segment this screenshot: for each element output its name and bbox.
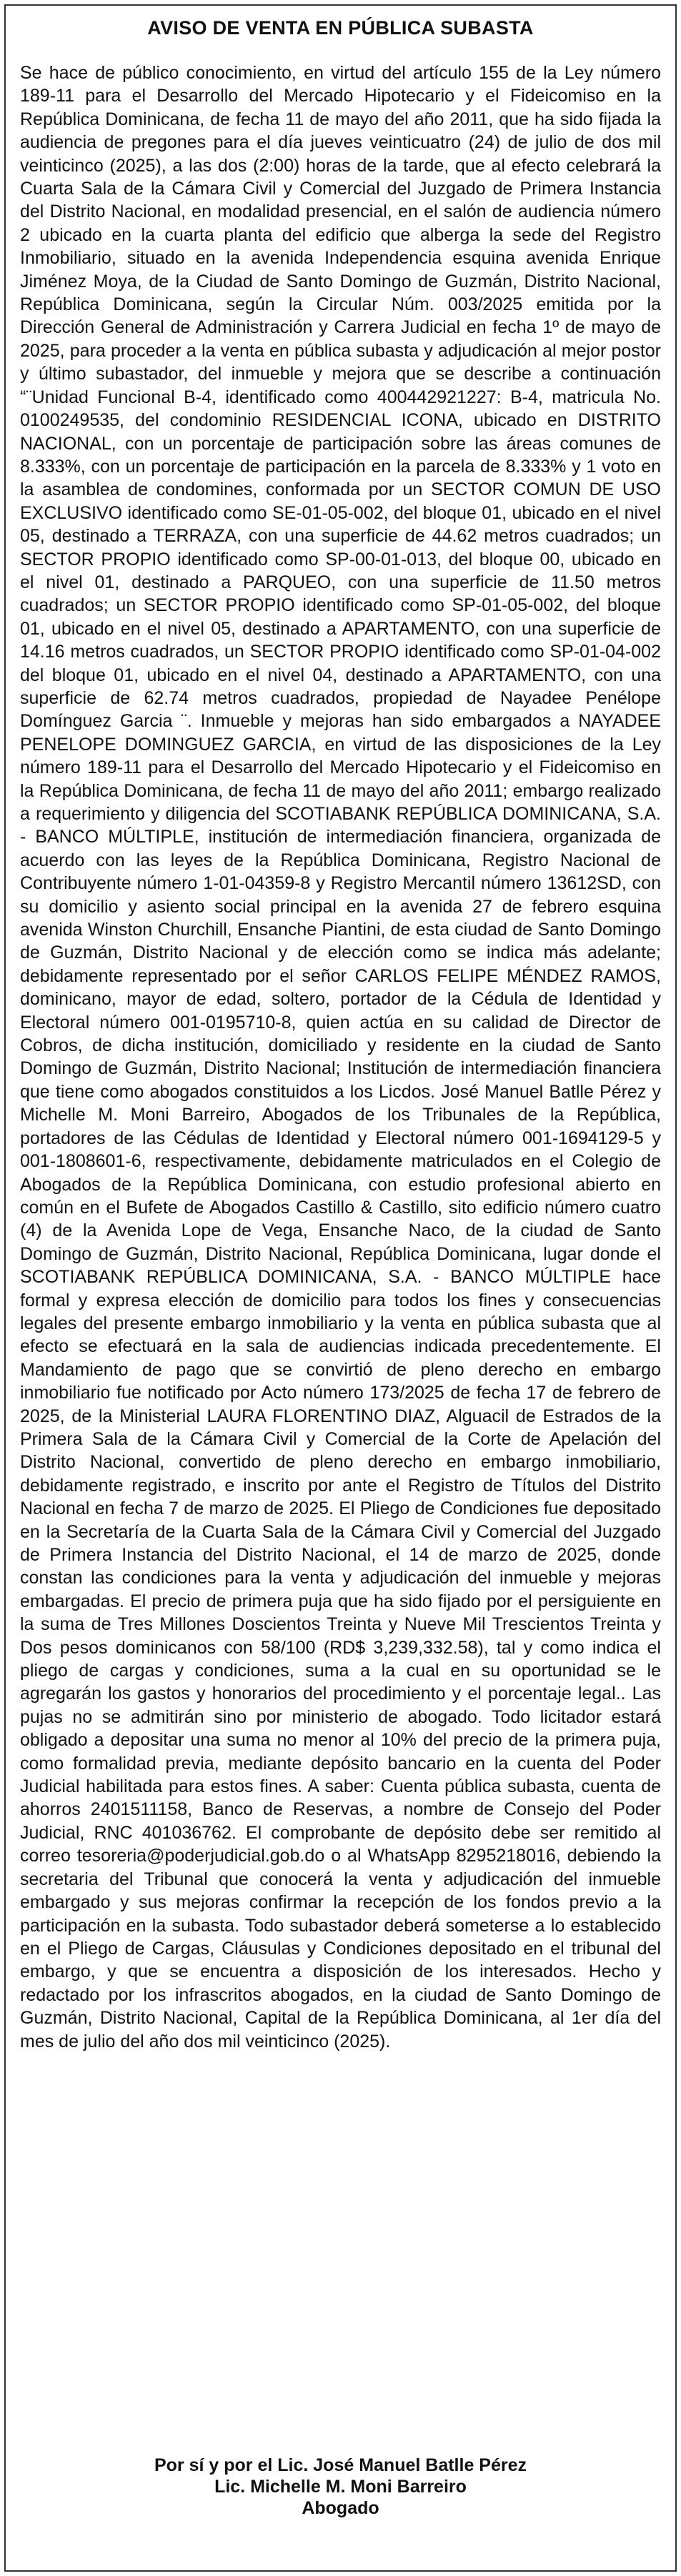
notice-body-paragraph: Se hace de público conocimiento, en virtud del artículo 155 de la Ley número 189-11 para el Desarrollo del Mercado Hipotecario y el Fideicomiso en la República Dominicana, de fecha 11 de mayo del año 2011, que ha sido fijada la audiencia de pregones para el día jueves veinticuatro (24) de julio de dos mil veinticinco (2025), a las dos (2:00) horas de la tarde, que al efecto celebrará la Cuarta Sala de la Cámara Civil y Comercial del Juzgado de Primera Instancia del Distrito Nacional, en modalidad presencial, en el salón de audiencia número 2 ubicado en la cuarta planta del edificio que alberga la sede del Registro Inmobiliario, situado en la avenida Independencia esquina avenida Enrique Jiménez Moya, de la Ciudad de Santo Domingo de Guzmán, Distrito Nacional, República Dominicana, según la Circular Núm. 003/2025 emitida por la Dirección General de Administración y Carrera Judicial en fecha 1º de mayo de 2025, para proceder a la venta en pública subasta y adjudicación al mejor postor y último subastador, del inmueble y mejora que se describe a continuación “¨Unidad Funcional B-4, identificado como 400442921227: B-4, matricula No. 0100249535, del condominio RESIDENCIAL ICONA, ubicado en DISTRITO NACIONAL, con un porcentaje de participación sobre las áreas comunes de 8.333%, con un porcentaje de participación en la parcela de 8.333% y 1 voto en la asamblea de condomines, conformada por un SECTOR COMUN DE USO EXCLUSIVO identificado como SE-01-05-002, del bloque 01, ubicado en el nivel 05, destinado a TERRAZA, con una superficie de 44.62 metros cuadrados; un SECTOR PROPIO identificado como SP-00-01-013, del bloque 00, ubicado en el nivel 01, destinado a PARQUEO, con una superficie de 11.50 metros cuadrados; un SECTOR PROPIO identificado como SP-01-05-002, del bloque 01, ubicado en el nivel 05, destinado a APARTAMENTO, con una superficie de 14.16 metros cuadrados, un SECTOR PROPIO identificado como SP-01-04-002 del bloque 01, ubicado en el nivel 04, destinado a APARTAMENTO, con una superficie de 62.74 metros cuadrados, propiedad de Nayadee Penélope Domínguez Garcia ¨. Inmueble y mejoras han sido embargados a NAYADEE PENELOPE DOMINGUEZ GARCIA, en virtud de las disposiciones de la Ley número 189-11 para el Desarrollo del Mercado Hipotecario y el Fideicomiso en la República Dominicana, de fecha 11 de mayo del año 2011; embargo realizado a requerimiento y diligencia del SCOTIABANK REPÚBLICA DOMINICANA, S.A. - BANCO MÚLTIPLE, institución de intermediación financiera, organizada de acuerdo con las leyes de la República Dominicana, Registro Nacional de Contribuyente número 1-01-04359-8 y Registro Mercantil número 13612SD, con su domicilio y asiento social principal en la avenida 27 de febrero esquina avenida Winston Churchill, Ensanche Piantini, de esta ciudad de Santo Domingo de Guzmán, Distrito Nacional y de elección como se indica más adelante; debidamente representado por el señor CARLOS FELIPE MÉNDEZ RAMOS, dominicano, mayor de edad, soltero, portador de la Cédula de Identidad y Electoral número 001-0195710-8, quien actúa en su calidad de Director de Cobros, de dicha institución, domiciliado y residente en la ciudad de Santo Domingo de Guzmán, Distrito Nacional; Institución de intermediación financiera que tiene como abogados constituidos a los Licdos. José Manuel Batlle Pérez y Michelle M. Moni Barreiro, Abogados de los Tribunales de la República, portadores de las Cédulas de Identidad y Electoral número 001-1694129-5 y 001-1808601-6, respectivamente, debidamente matriculados en el Colegio de Abogados de la República Dominicana, con estudio profesional abierto en común en el Bufete de Abogados Castillo & Castillo, sito edificio número cuatro (4) de la Avenida Lope de Vega, Ensanche Naco, de la ciudad de Santo Domingo de Guzmán, Distrito Nacional, República Dominicana, lugar donde el SCOTIABANK REPÚBLICA DOMINICANA, S.A. - BANCO MÚLTIPLE hace formal y expresa elección de domicilio para todos los fines y consecuencias legales del presente embargo inmobiliario y la venta en pública subasta que al efecto se efectuará en la sala de audiencias indicada precedentemente. El Mandamiento de pago que se convirtió de pleno derecho en embargo inmobiliario fue notificado por Acto número 173/2025 de fecha 17 de febrero de 2025, de la Ministerial LAURA FLORENTINO DIAZ, Alguacil de Estrados de la Primera Sala de la Cámara Civil y Comercial de la Corte de Apelación del Distrito Nacional, convertido de pleno derecho en embargo inmobiliario, debidamente registrado, e inscrito por ante el Registro de Títulos del Distrito Nacional en fecha 7 de marzo de 2025. El Pliego de Condiciones fue depositado en la Secretaría de la Cuarta Sala de la Cámara Civil y Comercial del Juzgado de Primera Instancia del Distrito Nacional, el 14 de marzo de 2025, donde constan las condiciones para la venta y adjudicación del inmueble y mejoras embargadas. El precio de primera puja que ha sido fijado por el persiguiente en la suma de Tres Millones Doscientos Treinta y Nueve Mil Trescientos Treinta y Dos pesos dominicanos con 58/100 (RD$ 3,239,332.58), tal y como indica el pliego de cargas y condiciones, suma a la cual en su oportunidad se le agregarán los gastos y honorarios del procedimiento y el porcentaje legal.. Las pujas no se admitirán sino por ministerio de abogado. Todo licitador estará obligado a depositar una suma no menor al 10% del precio de la primera puja, como formalidad previa, mediante depósito bancario en la cuenta del Poder Judicial habilitada para estos fines. A saber: Cuenta pública subasta, cuenta de ahorros 2401511158, Banco de Reservas, a nombre de Consejo del Poder Judicial, RNC 401036762. El comprobante de depósito debe ser remitido al correo tesoreria@poderjudicial.gob.do o al WhatsApp 8295218016, debiendo la secretaria del Tribunal que conocerá la venta y adjudicación del inmueble embargado y sus mejoras confirmar la recepción de los fondos previo a la participación en la subasta. Todo subastador deberá someterse a lo establecido en el Pliego de Cargas, Cláusulas y Condiciones depositado en el tribunal del embargo, y que se encuentra a disposición de los interesados. Hecho y redactado por los infrascritos abogados, en la ciudad de Santo Domingo de Guzmán, Distrito Nacional, Capital de la República Dominicana, al 1er día del mes de julio del año dos mil veinticinco (2025).	[20, 63, 661, 2052]
signature-line-1: Por sí y por el Lic. José Manuel Batlle Pérez	[154, 2455, 527, 2475]
notice-body	[20, 61, 661, 2053]
signature-block	[0, 2455, 681, 2519]
signature-line-2: Lic. Michelle M. Moni Barreiro	[214, 2477, 467, 2497]
signature-line-3: Abogado	[302, 2498, 379, 2518]
notice-title: AVISO DE VENTA EN PÚBLICA SUBASTA	[147, 17, 534, 39]
